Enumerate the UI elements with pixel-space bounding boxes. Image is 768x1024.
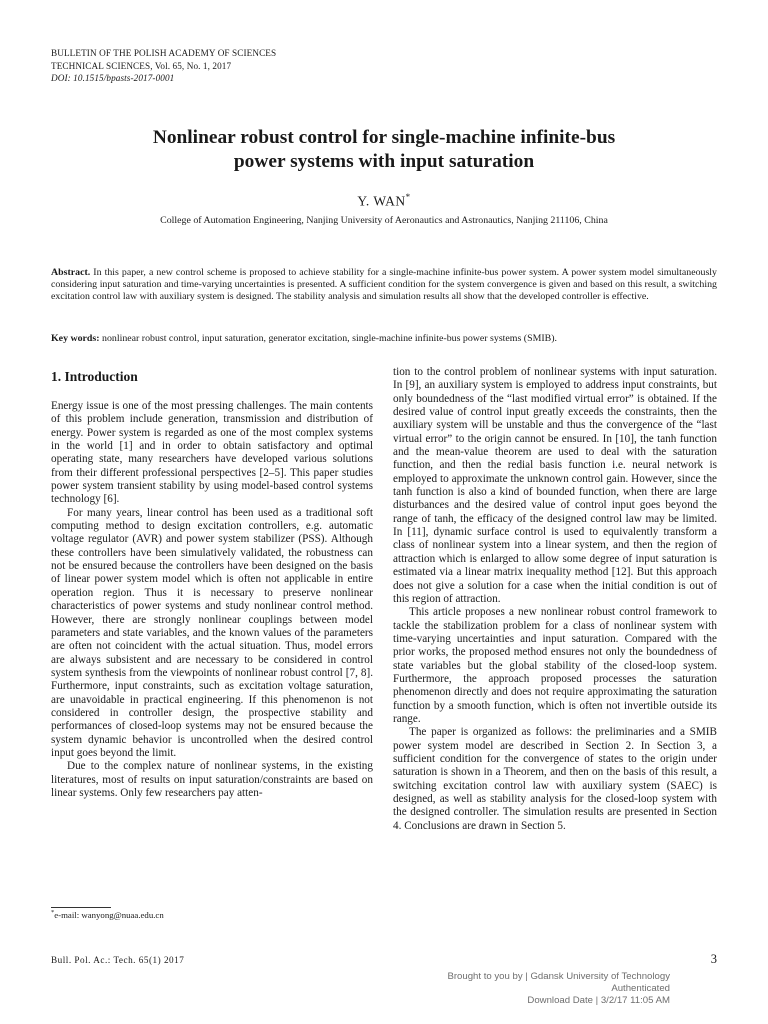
right-column (393, 366, 717, 833)
author-name: Y. WAN (357, 193, 406, 209)
paragraph: Energy issue is one of the most pressing challenges. The main contents of this problem include generation, transmission and distribution of energy. Power system is regarded as one of the most complex systems in the world [1] and in order to obtain satisfactory and optimal operating state, many researchers have developed various solutions from their different professional perspectives [2–5]. This paper studies power system transient stability by using model-based control systems technology [6]. (51, 400, 373, 506)
section-heading-introduction: 1. Introduction (51, 369, 138, 384)
footnote-mark: * (51, 909, 55, 916)
page-number: 3 (710, 952, 717, 966)
title-line-1: Nonlinear robust control for single-machine infinite-bus (152, 127, 616, 148)
paper-title (40, 126, 728, 174)
author-footnote-mark: * (405, 192, 411, 202)
paragraph: The paper is organized as follows: the preliminaries and a SMIB power system model are described in Section 2. In Section 3, a sufficient condition for the convergence of states to the origin under saturation is shown in a Theorem, and then on the basis of this result, a switching excitation control law with auxiliary system (SAEC) is designed, as well as stability analysis for the closed-loop system with the designed controller. The simulation results are presented in Section 4. Conclusions are drawn in Section 5. (393, 726, 717, 832)
footer-citation: Bull. Pol. Ac.: Tech. 65(1) 2017 (51, 955, 185, 965)
keywords-label: Key words: (51, 333, 100, 344)
doi: DOI: 10.1515/bpasts-2017-0001 (51, 73, 175, 83)
watermark-line-3: Download Date | 3/2/17 11:05 AM (527, 995, 670, 1006)
paragraph: This article proposes a new nonlinear robust control framework to tackle the stabilization problem for a class of nonlinear system with time-varying uncertainties and input saturation. Compared with the prior works, the proposed method ensures not only the boundedness of state variables but the global stability of the closed-loop system. Furthermore, the approach proposed processes the saturation phenomenon directly and does not require approximating the saturation function by a smooth function, which is often not invertible outside its range. (393, 606, 717, 725)
footnote-rule (51, 907, 111, 908)
title-line-2: power systems with input saturation (233, 151, 535, 172)
abstract-text: In this paper, a new control scheme is proposed to achieve stability for a single-machine infinite-bus power system. A power system model simultaneously considering input saturation and time-varying uncertainties is presented. A sufficient condition for the system convergence is given and based on this result, a switching excitation control law with auxiliary system is designed. The stability analysis and simulation results all show that the developed controller is effective. (51, 267, 717, 303)
paragraph: Due to the complex nature of nonlinear systems, in the existing literatures, most of results on input saturation/constraints are based on linear systems. Only few researchers pay atten- (51, 760, 373, 799)
footnote-email: e-mail: wanyong@nuaa.edu.cn (54, 909, 164, 920)
abstract (51, 267, 717, 304)
footnote (51, 909, 164, 920)
paragraph: tion to the control problem of nonlinear systems with input saturation. In [9], an auxiliary system is employed to address input constraints, but only boundedness of the “last modified virtual error” is obtained. If the desired value of control input greatly exceeds the constraints, then the auxiliary system will be unstable and thus the convergence of the “last virtual error” to the origin cannot be ensured. In [10], the tanh function and the mean-value theorem are used to deal with the saturation function, and then the redial basis function i.e. neural network is employed to approximate the unknown control gain. However, since the tanh function is also a kind of bounded function, when there are large disturbances and the desired value of control input goes beyond the range of tanh, the efficacy of the designed control law may be limited. In [11], dynamic surface control is used to equivalently transform a class of nonlinear system into a linear system, and then the region of attraction which is enlarged to allow some degree of input saturation is estimated via a linear matrix inequality method [12]. But this approach does not give a solution for a case when the initial condition is out of this region of attraction. (393, 366, 717, 605)
watermark-line-2: Authenticated (611, 983, 670, 994)
keywords (51, 333, 717, 345)
paragraph: For many years, linear control has been used as a traditional soft computing method to design excitation controllers, e.g. automatic voltage regulator (AVR) and power system stabilizer (PSS). Although these controllers have been simulatively validated, the robustness can not be ensured because the controllers have been designed on the basis of linear power system model which is often not applicable in entire operation region. Thus it is necessary to preserve nonlinear characteristics of power systems and study nonlinear control method. However, there are strongly nonlinear couplings between model parameters and state variables, and the known values of the parameters are often not coincident with the actual situation. Thus, model errors are always subsistent and are necessary to be considered in control system synthesis from the viewpoints of nonlinear robust control [7, 8]. Furthermore, input constraints, such as excitation voltage saturation, are unavoidable in practical engineering. If this phenomenon is not considered in controller design, the prospective stability and performances of closed-loop systems may not be ensured because the system dynamic behavior is uncontrolled when the desired control input goes beyond the limit. (51, 506, 373, 759)
author (40, 192, 728, 210)
left-column (51, 400, 373, 800)
journal-name: BULLETIN OF THE POLISH ACADEMY OF SCIENCES (51, 48, 277, 58)
watermark-line-1: Brought to you by | Gdansk University of Technology (447, 971, 670, 982)
journal-volume: TECHNICAL SCIENCES, Vol. 65, No. 1, 2017 (51, 61, 232, 71)
abstract-label: Abstract. (51, 267, 91, 278)
affiliation: College of Automation Engineering, Nanjing University of Aeronautics and Astronautics, Nanjing 211106, China (160, 215, 608, 226)
keywords-text: nonlinear robust control, input saturation, generator excitation, single-machine infinite-bus power systems (SMIB). (99, 333, 557, 344)
